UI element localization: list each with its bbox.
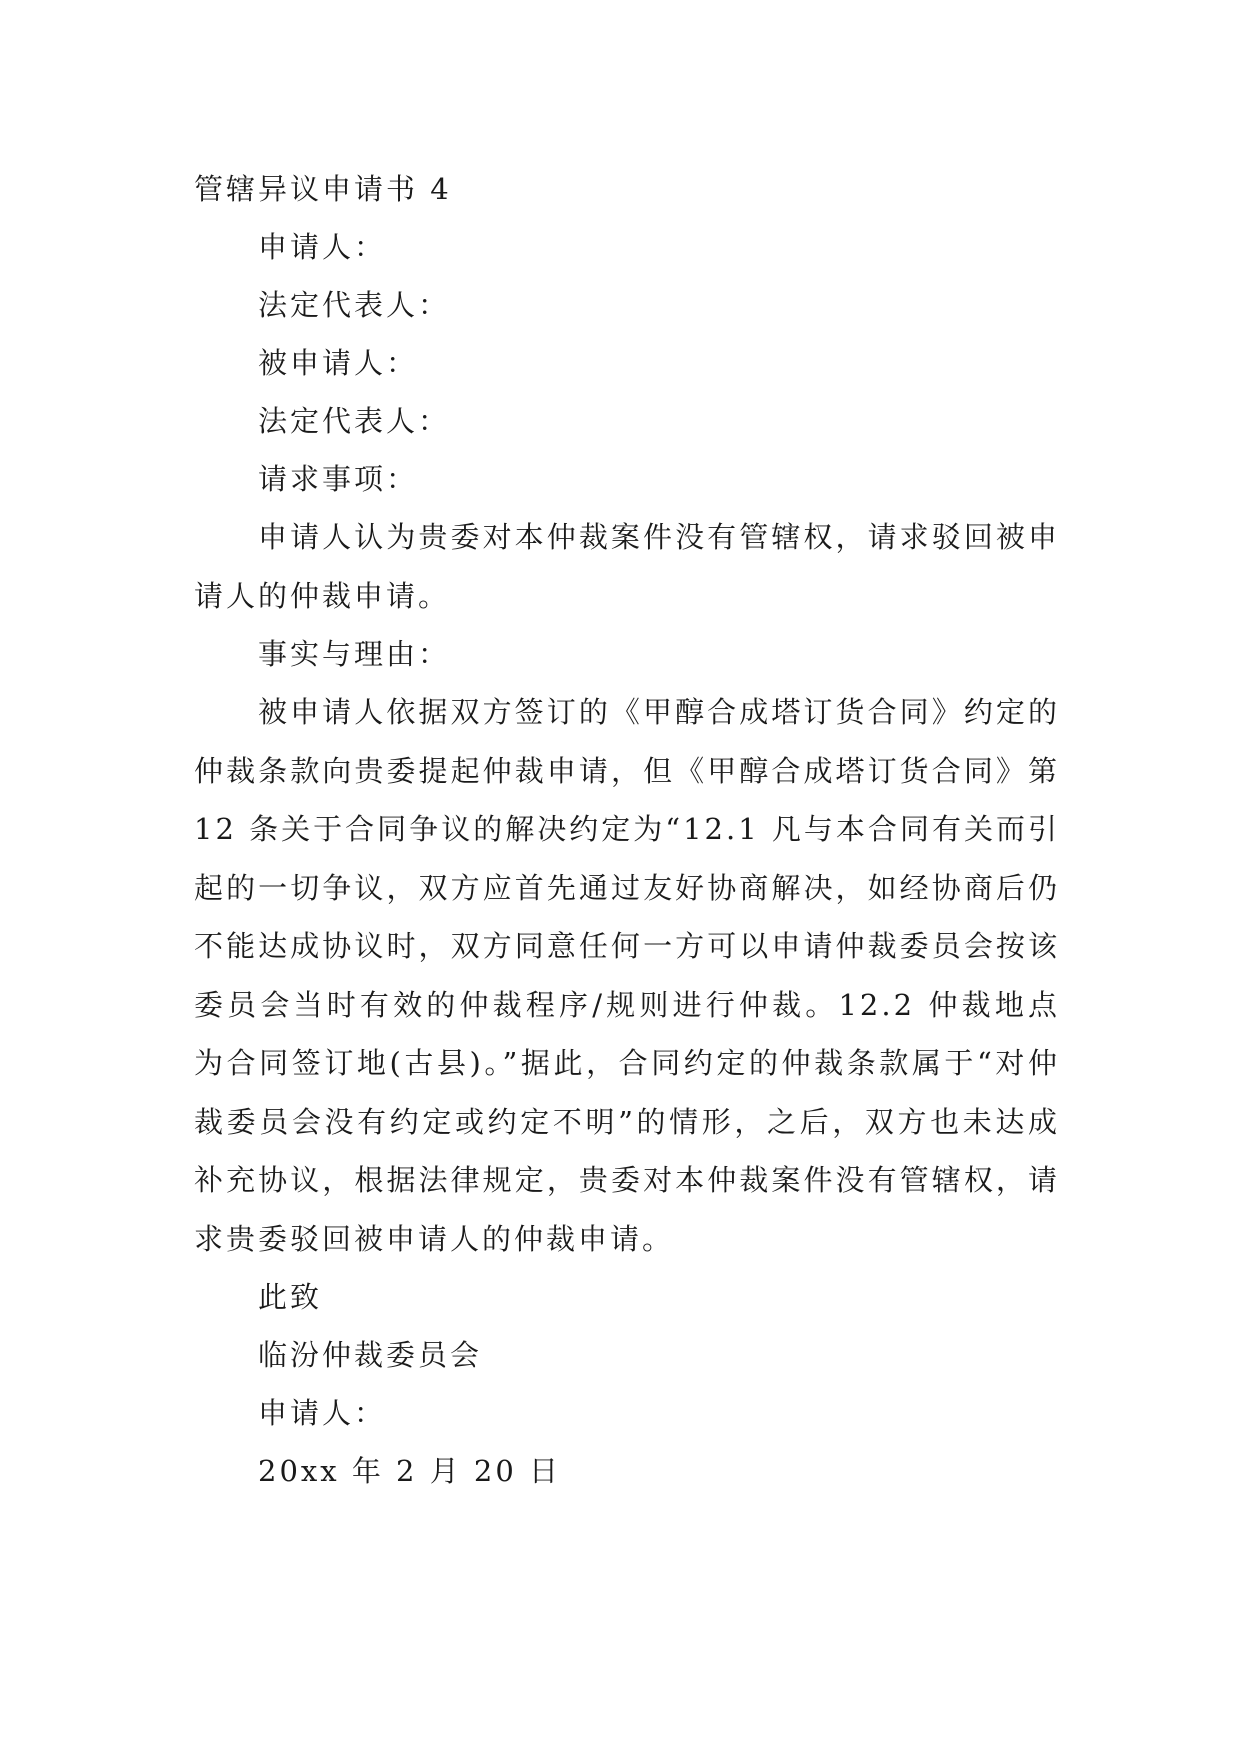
document-body [194, 160, 1060, 1500]
document-date: 20xx 年 2 月 20 日 [258, 1454, 562, 1488]
document-title: 管辖异议申请书 4 [194, 172, 452, 206]
respondent-representative-label: 法定代表人： [258, 404, 451, 438]
request-heading: 请求事项： [258, 462, 419, 496]
signature-label: 申请人： [258, 1396, 387, 1430]
applicant-label: 申请人： [258, 230, 387, 264]
respondent-label: 被申请人： [258, 346, 419, 380]
addressee: 临汾仲裁委员会 [258, 1338, 483, 1372]
applicant-representative-label: 法定代表人： [258, 288, 451, 322]
facts-heading: 事实与理由： [258, 637, 451, 671]
closing-salutation: 此致 [258, 1280, 323, 1314]
request-paragraph: 申请人认为贵委对本仲裁案件没有管辖权，请求驳回被申请人的仲裁申请。 [194, 520, 1060, 613]
facts-paragraph: 被申请人依据双方签订的《甲醇合成塔订货合同》约定的仲裁条款向贵委提起仲裁申请，但《甲醇合成塔订货合同》第 12 条关于合同争议的解决约定为“12.1 凡与本合同有关而引起的一切争议，双方应首先通过友好协商解决，如经协商后仍不能达成协议时，双方同意任何一方可以申请仲裁委员会按该委员会当时有效的仲裁程序/规则进行仲裁。12.2 仲裁地点为合同签订地(古县)。”据此，合同约定的仲裁条款属于“对仲裁委员会没有约定或约定不明”的情形，之后，双方也未达成补充协议，根据法律规定，贵委对本仲裁案件没有管辖权，请求贵委驳回被申请人的仲裁申请。 [194, 695, 1060, 1256]
